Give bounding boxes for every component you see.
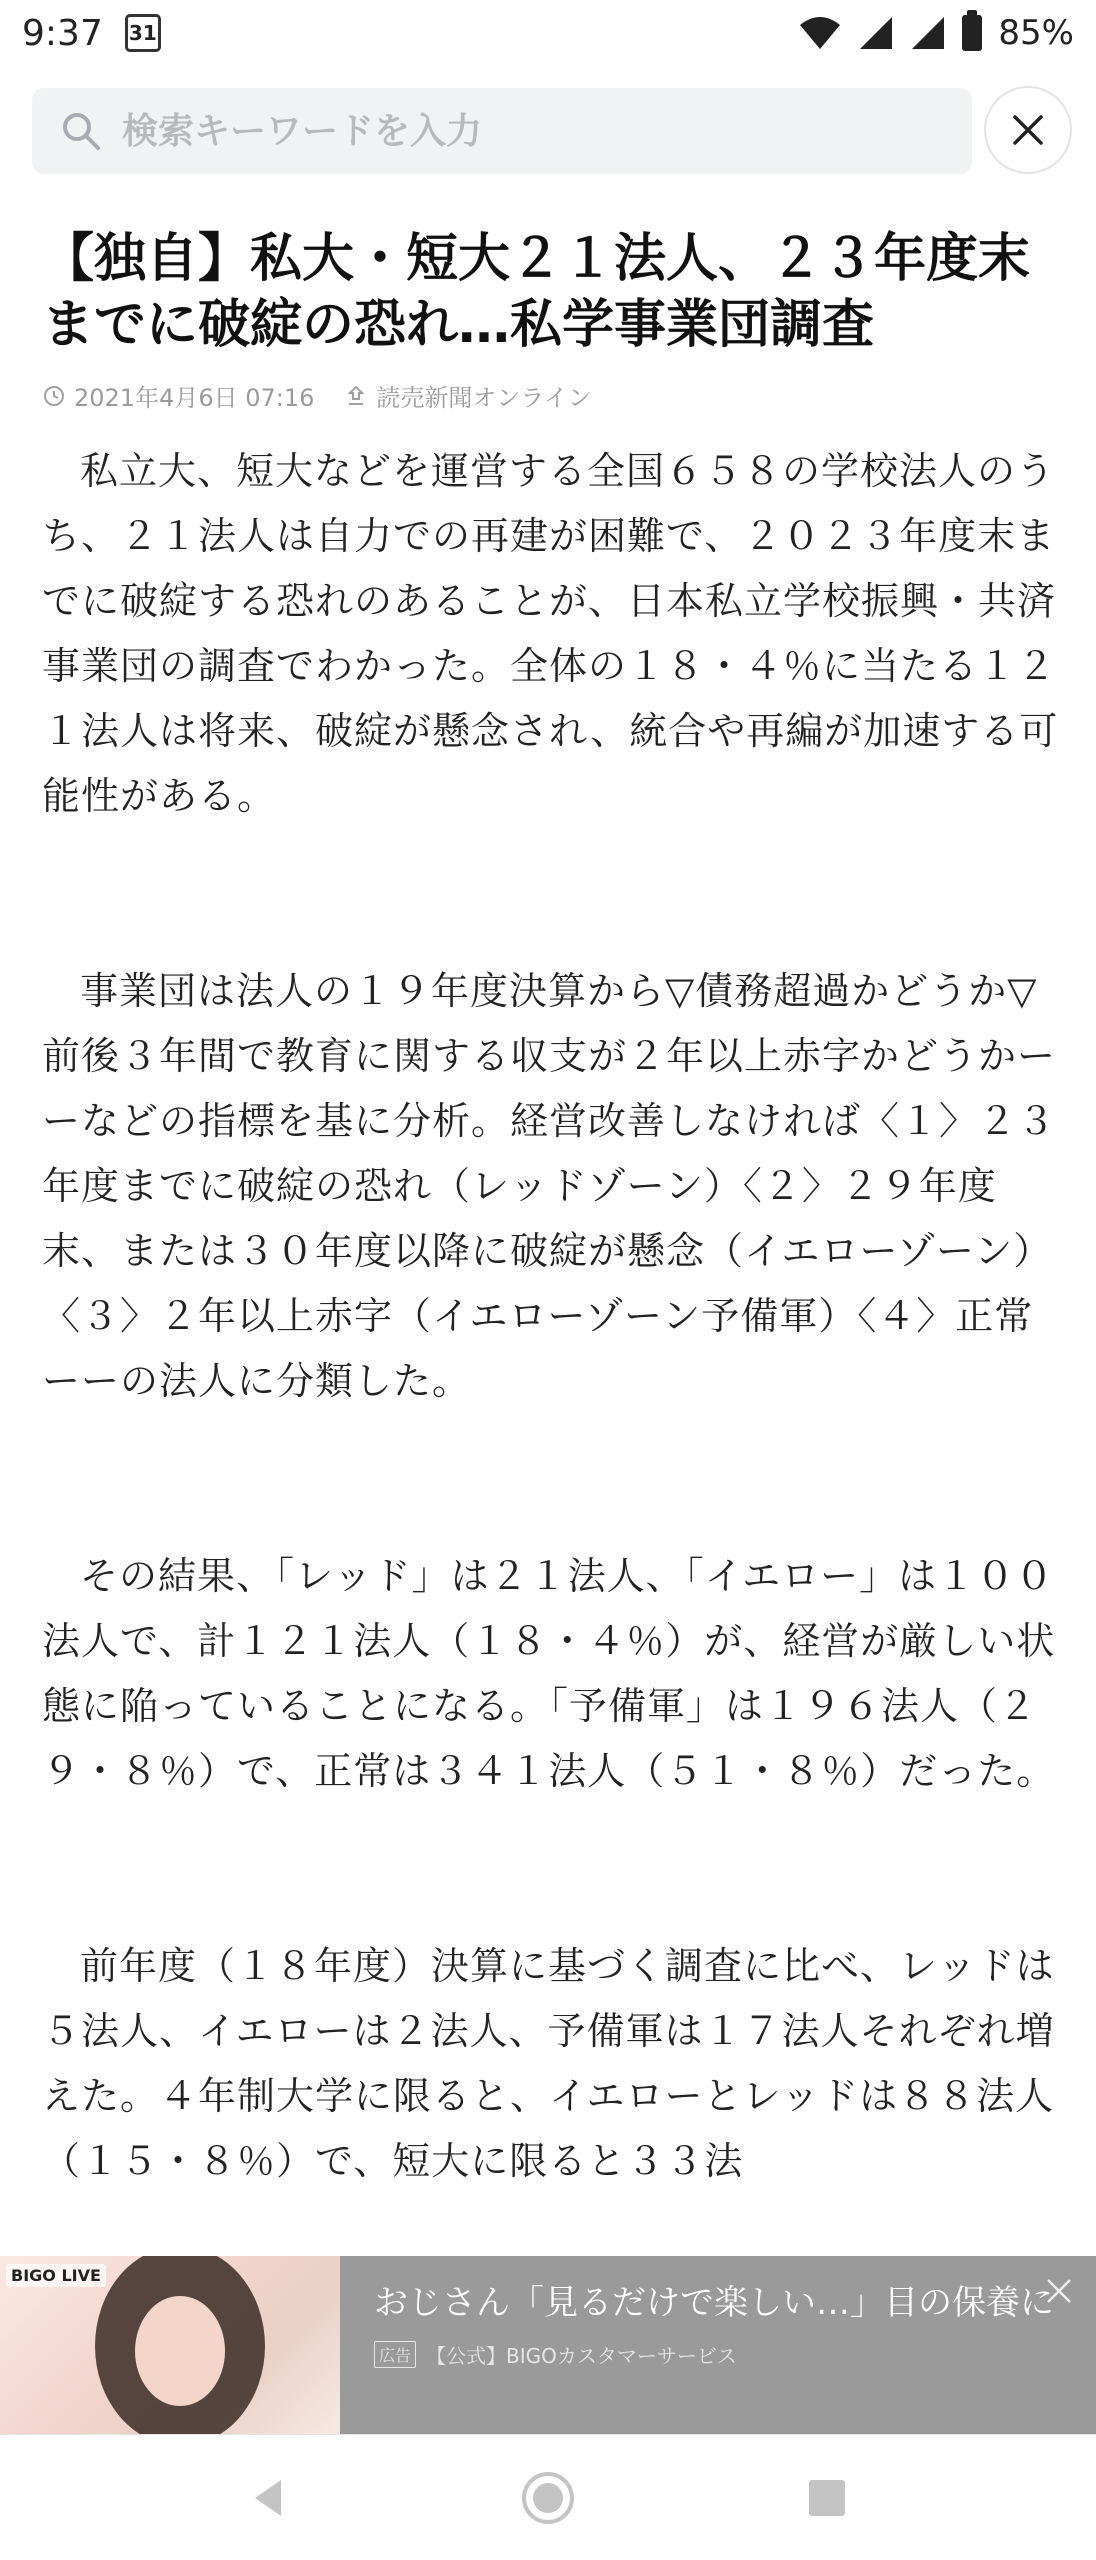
ad-logo: BIGO LIVE [6, 2264, 106, 2287]
article-date: 2021年4月6日 07:16 [74, 384, 315, 412]
signal-icon [858, 15, 894, 51]
article-source[interactable]: 読売新聞オンライン [376, 384, 592, 412]
article-meta [42, 378, 1062, 413]
ad-advertiser: 【公式】BIGOカスタマーサービス [426, 2344, 737, 2368]
ad-sub [374, 2340, 1066, 2369]
ad-close-icon[interactable] [1044, 2276, 1074, 2306]
ad-badge: 広告 [374, 2341, 416, 2368]
article-paragraph: 前年度（１８年度）決算に基づく調査に比べ、レッドは５法人、イエローは２法人、予備軍は１７法人それぞれ増えた。４年制大学に限ると、イエローとレッドは８８法人（１５・８％）で、短大に限ると３３法 [42, 1944, 1055, 2183]
publisher-icon [344, 384, 368, 408]
close-icon [1011, 113, 1045, 147]
recent-apps-icon[interactable] [799, 2470, 855, 2526]
signal-icon-2 [910, 15, 946, 51]
article-paragraph: その結果、「レッド」は２１法人、「イエロー」は１００法人で、計１２１法人（１８・４％）が、経営が厳しい状態に陥っていることになる。「予備軍」は１９６法人（２９・８％）で、正常は３４１法人（５１・８％）だった。 [42, 1554, 1056, 1793]
navigation-bar [0, 2434, 1096, 2560]
wifi-icon [798, 15, 842, 51]
article-title: 【独自】私大・短大２１法人、２３年度末までに破綻の恐れ…私学事業団調査 [42, 229, 1031, 355]
close-button[interactable] [984, 86, 1072, 174]
status-bar [0, 0, 1096, 66]
status-time: 9:37 [22, 12, 103, 54]
home-icon[interactable] [520, 2470, 576, 2526]
ad-banner[interactable] [0, 2256, 1096, 2434]
article-paragraph: 私立大、短大などを運営する全国６５８の学校法人のうち、２１法人は自力での再建が困難で、２０２３年度末までに破綻する恐れのあることが、日本私立学校振興・共済事業団の調査でわかった。全体の１８・４％に当たる１２１法人は将来、破綻が懸念され、統合や再編が加速する可能性がある。 [42, 449, 1059, 818]
search-bar [32, 88, 1072, 174]
ad-headline[interactable]: おじさん「見るだけで楽しい…」目の保養に [374, 2283, 1054, 2323]
battery-icon [962, 15, 982, 51]
article-paragraph: 事業団は法人の１９年度決算から▽債務超過かどうか▽前後３年間で教育に関する収支が２年以上赤字かどうかーーなどの指標を基に分析。経営改善しなければ〈１〉２３年度までに破綻の恐れ（レッドゾーン）〈２〉２９年度末、または３０年度以降に破綻が懸念（イエローゾーン）〈３〉２年以上赤字（イエローゾーン予備軍）〈４〉正常ーーの法人に分類した。 [42, 969, 1057, 1403]
article-body [42, 439, 1062, 2194]
ad-image[interactable] [0, 2256, 340, 2434]
status-indicators [798, 13, 1074, 53]
search-input[interactable] [122, 111, 942, 152]
back-icon[interactable] [241, 2470, 297, 2526]
clock-icon [42, 384, 66, 408]
article [42, 226, 1062, 2324]
battery-percent: 85% [998, 13, 1074, 53]
search-icon [60, 110, 102, 152]
search-box[interactable] [32, 88, 972, 174]
ad-text[interactable] [340, 2256, 1096, 2434]
calendar-day: 31 [128, 21, 157, 45]
calendar-icon [125, 14, 161, 52]
